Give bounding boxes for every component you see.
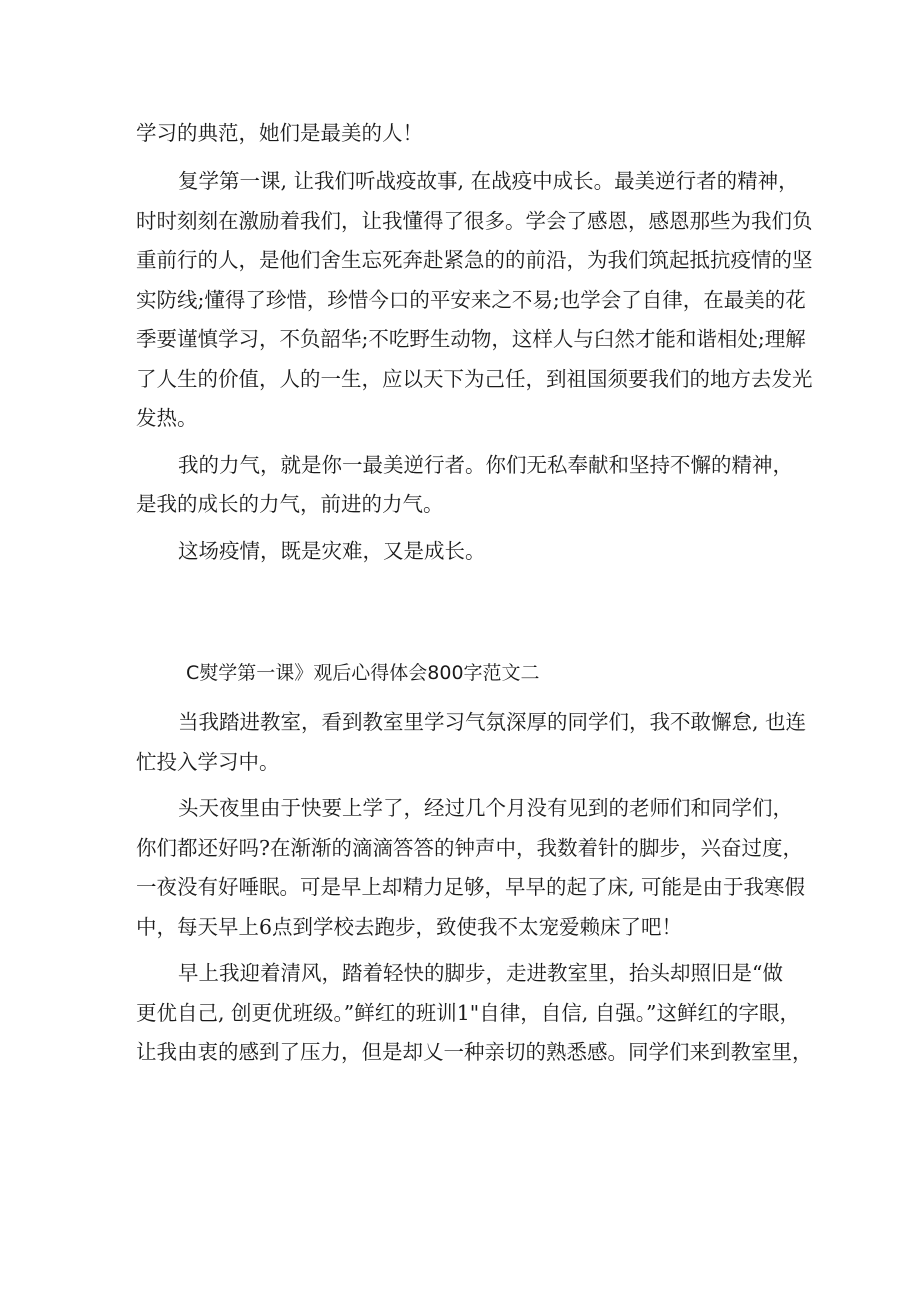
text-line: 这场疫情，既是灾难，又是成长。 [178, 538, 486, 563]
text-line: 重前行的人，是他们舍生忘死奔赴紧急的的前沿，为我们筑起抵抗疫情的坚 [136, 248, 813, 272]
text-line: 忙投入学习中。 [136, 749, 280, 774]
text-line: 学习的典范，她们是最美的人！ [136, 121, 423, 145]
text-line: 更优自己, 创更优班级。”鲜红的班训1"自律，自信, 自强。”这鲜红的字眼， [136, 1000, 800, 1025]
text-line: 复学第一课, 让我们听战疫故事, 在战疫中成长。最美逆行者的精神， [178, 169, 799, 193]
text-line: 让我由衷的感到了压力，但是却乂一种亲切的熟悉感。同学们来到教室里， [136, 1040, 813, 1064]
text-line: 季要谨慎学习，不负韶华;不吃野生动物，这样人与臼然才能和谐相处;理解 [136, 327, 806, 351]
text-line: 当我踏进教室，看到教室里学习气氛深厚的同学们，我不敢懈怠, 也连 [178, 710, 807, 734]
text-line: 你们都还好吗?在渐渐的滴滴答答的钟声中，我数着针的脚步，兴奋过度， [136, 835, 803, 860]
text-line: 了人生的价值，人的一生，应以天下为己任，到祖国须要我们的地方去发光 [136, 366, 813, 391]
text-line: 中，每天早上6点到学校去跑步，致使我不太宠爱赖床了吧！ [136, 914, 683, 939]
text-line: 早上我迎着清风，踏着轻快的脚步，走进教室里，抬头却照旧是“做 [178, 961, 783, 985]
section-heading: C熨学第一课》观后心得体会800字范文二 [186, 662, 540, 684]
text-line: 一夜没有好唾眠。可是早上却精力足够，早早的起了床, 可能是由于我寒假 [136, 875, 806, 899]
text-line: 时时刻刻在激励着我们，让我懂得了很多。学会了感恩，感恩那些为我们负 [136, 208, 813, 233]
text-line: 实防线;懂得了珍惜，珍惜今口的平安来之不易;也学会了自律，在最美的花 [136, 287, 806, 312]
paragraph-group-2 [136, 703, 813, 1073]
paragraph-group-1 [136, 162, 813, 571]
text-line: 发热。 [136, 406, 198, 430]
text-line: 头天夜里由于快要上学了，经过几个月没有见到的老师们和同学们， [178, 796, 793, 820]
text-line: 我的力气，就是你一最美逆行者。你们无私奉献和坚持不懈的精神， [178, 452, 793, 477]
paragraph-intro-end [136, 114, 786, 154]
text-line: 是我的成长的力气，前进的力气。 [136, 492, 444, 516]
